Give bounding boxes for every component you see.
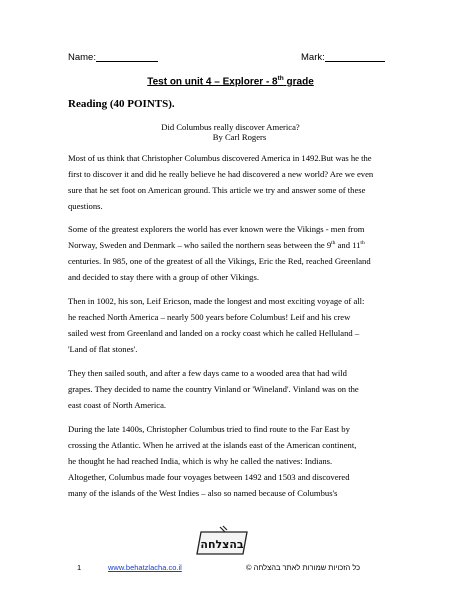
article-byline: By Carl Rogers [212,132,267,142]
mark-label: Mark: [301,52,325,63]
copyright-notice: כל הזכויות שמורות לאתר בהצלחה © [246,563,361,572]
name-label: Name: [68,52,96,63]
paragraph-1: Most of us think that Christopher Columbus discovered America in 1492.But was he the first to discover it and did he really believe he had discovered a new world? Are we even sure that he set foot on American ground. This article we try and answer some of these questions. [68,153,374,211]
mark-field [301,51,385,63]
test-title: Test on unit 4 – Explorer - 8th grade [147,75,314,88]
page-number: 1 [77,563,82,572]
logo-flag-icon [220,526,227,532]
behatzlacha-logo [189,523,253,563]
name-field [68,51,158,63]
article-title-block [0,122,461,142]
paragraph-3: Then in 1002, his son, Leif Ericson, made the longest and most exciting voyage of all: he reached North America – nearly 500 years before Columbus! Leif and his crew sailed west from Greenland and landed on a rocky coast which he called Helluland – 'Land of flat stones'. [68,296,365,354]
paragraph-2: Some of the greatest explorers the world has ever known were the Vikings - men from Norway, Sweden and Denmark – who sailed the northern seas between the 9th and 11th centuries. In 985, one of the greatest of all the Vikings, Eric the Red, reached Greenland and decided to stay there with a group of other Vikings. [68,224,371,282]
paragraph-4: They then sailed south, and after a few days came to a wooded area that had wild grapes. They decided to name the country Vinland or 'Wineland'. Vinland was on the east coast of North America. [68,368,359,410]
paragraph-5: During the late 1400s, Christopher Columbus tried to find route to the Far East by crossing the Atlantic. When he arrived at the islands east of the American continent, he thought he had reached India, which is why he called the natives: Indians. Altogether, Columbus made four voyages between 1492 and 1503 and discovered many of the islands of the West Indies – also so named because of Columbus's [68,424,357,498]
article-title: Did Columbus really discover America? [161,122,300,132]
logo-text: בהצלחה [200,538,244,551]
name-blank [96,51,158,62]
page-footer [0,563,461,575]
mark-blank [325,51,385,62]
section-heading: Reading (40 POINTS). [68,98,175,110]
website-link[interactable]: www.behatzlacha.co.il [108,563,182,572]
